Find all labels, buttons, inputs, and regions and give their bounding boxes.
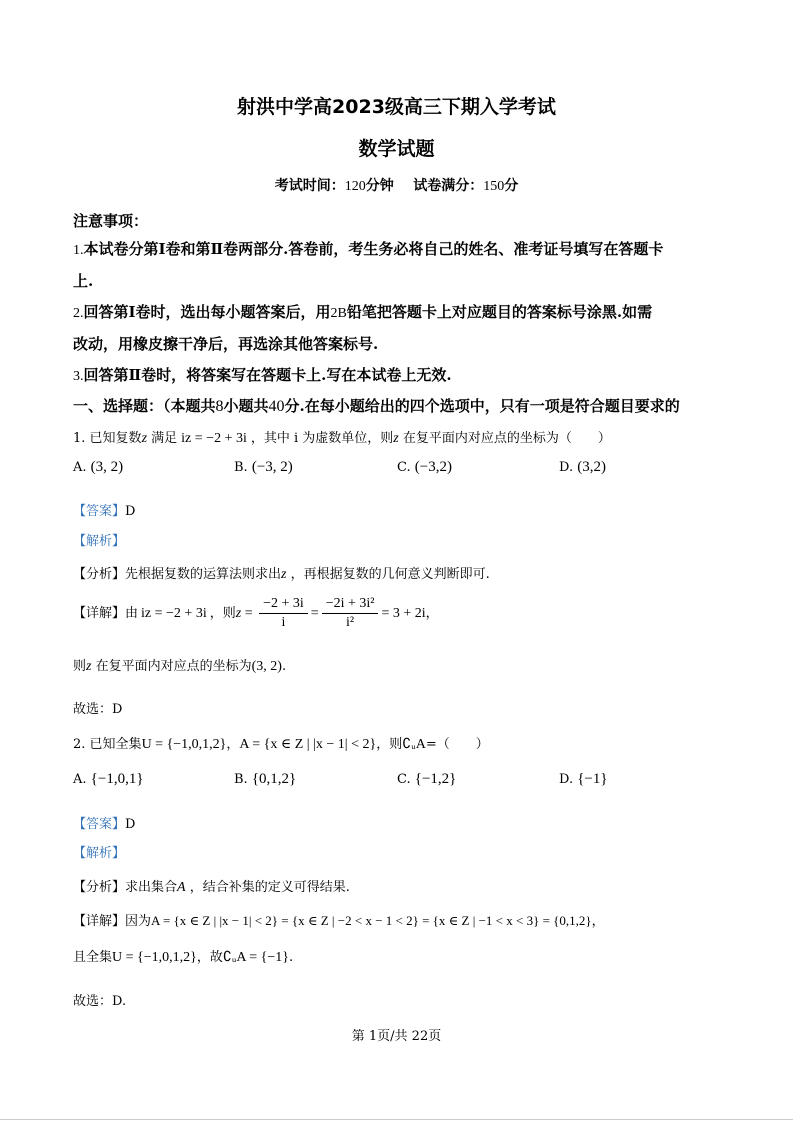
q2-option-c — [397, 771, 456, 788]
question-2-stem — [73, 733, 489, 753]
option-letter: A. — [73, 772, 87, 787]
q1-detail-b: ，则 — [209, 606, 236, 621]
q2-choose: 故选：D. — [73, 994, 127, 1009]
section-heading-c: 分.在每小题给出的四个选项中，只有一项是符合题目要求的 — [284, 397, 680, 415]
q2-stem-b: ，则 — [376, 737, 403, 752]
question-1-stem — [73, 427, 611, 447]
q1-detail: 【详解】由 iz = −2 + 3i ，则z = $\frac{-2 + 3i}{i}$ = $\frac{\text{−2i + 3i²}}{\text{i²}}$ = 3 + 2i， — [73, 596, 439, 630]
var-z: z — [141, 431, 148, 446]
option-letter: A. — [73, 460, 87, 475]
note-1-number: 1. — [73, 243, 84, 258]
q2-detail-line2 — [73, 946, 293, 966]
fraction-denominator: i — [281, 615, 286, 630]
note-2-text-b: 铅笔把答题卡上对应题目的答案标号涂黑.如需 — [346, 303, 653, 321]
time-value: 120 — [344, 179, 366, 194]
section-heading-a: 一、选择题：（本题共 — [73, 397, 216, 415]
section-heading — [73, 395, 725, 416]
q2-detail-end: ， — [591, 914, 605, 929]
page-divider — [0, 1119, 793, 1120]
q1-option-b — [234, 459, 293, 476]
fenxi-tag: 【分析】 — [73, 880, 126, 895]
q1-conclusion-a: 则 — [73, 659, 87, 674]
q1-fraction-1 — [259, 596, 308, 631]
note-1-text: 本试卷分第Ⅰ卷和第Ⅱ卷两部分.答卷前，考生务必将自己的姓名、准考证号填写在答题卡 — [83, 240, 664, 258]
q2-fenxi — [73, 876, 350, 896]
option-value: (−3,2) — [414, 459, 452, 475]
fraction-denominator: i² — [346, 615, 355, 630]
exam-info — [0, 175, 793, 195]
q2-line2-result: ∁ᵤA = {−1} — [222, 950, 289, 965]
var-z: z — [393, 431, 399, 446]
option-value: (3,2) — [577, 459, 606, 475]
note-2-continued: 改动，用橡皮擦干净后，再选涂其他答案标号. — [73, 335, 379, 353]
q1-conclusion-b: 在复平面内对应点的坐标为 — [95, 659, 252, 674]
fenxi-tag: 【分析】 — [73, 567, 126, 582]
q1-stem-b: 满足 — [151, 431, 178, 446]
option-letter: B. — [234, 460, 248, 475]
option-value: {0,1,2} — [251, 771, 297, 787]
fraction-numerator: −2i + 3i² — [322, 596, 379, 614]
q1-analysis-tag: 【解析】 — [73, 534, 126, 549]
page-subtitle: 数学试题 — [358, 138, 435, 160]
q1-fenxi — [73, 563, 490, 583]
q2-answer — [73, 813, 135, 832]
var-a: A — [177, 880, 186, 895]
q1-detail-a: 由 — [125, 606, 139, 621]
q1-stem-a: 已知复数 — [89, 431, 142, 446]
pencil-type: 2B — [330, 306, 347, 321]
q2-complement: ∁ᵤA — [402, 737, 426, 752]
q2-set-a: A = {x ∈ Z | |x − 1| < 2} — [239, 737, 377, 752]
var-z: z — [235, 606, 242, 621]
time-unit: 分钟 — [365, 178, 394, 194]
note-3-text: 回答第Ⅱ卷时，将答案写在答题卡上.写在本试卷上无效. — [83, 366, 452, 384]
q1-detail-equation: iz = −2 + 3i — [141, 606, 207, 621]
option-letter: C. — [397, 460, 411, 475]
page-number: 第 1页/共 22页 — [351, 1029, 442, 1044]
question-2-number: 2. — [73, 737, 86, 752]
option-letter: D. — [559, 772, 574, 787]
q2-option-d — [559, 771, 608, 788]
q2-fenxi-a: 求出集合 — [125, 880, 178, 895]
q2-stem-c: =（ ） — [425, 737, 489, 752]
notes-heading: 注意事项： — [73, 212, 149, 230]
note-1 — [73, 238, 663, 259]
question-1-number: 1. — [73, 431, 86, 446]
score-value: 150 — [483, 179, 505, 194]
answer-tag: 【答案】 — [73, 817, 126, 832]
q2-option-a — [73, 771, 144, 788]
q2-option-b — [234, 771, 296, 788]
q1-stem-c: ，其中 i 为虚数单位，则 — [250, 431, 394, 446]
q1-fenxi-a: 先根据复数的运算法则求出 — [125, 567, 282, 582]
option-letter: D. — [559, 460, 574, 475]
answer-value: D — [125, 504, 136, 519]
q2-analysis-tag: 【解析】 — [73, 846, 126, 861]
time-label: 考试时间： — [274, 178, 345, 194]
var-z: z — [281, 567, 287, 582]
q2-line2-end: . — [288, 950, 294, 965]
option-value: (−3, 2) — [251, 459, 293, 475]
q1-equation: iz = −2 + 3i — [181, 431, 247, 446]
note-3-number: 3. — [73, 369, 84, 384]
q1-option-c — [397, 459, 452, 476]
q1-detail-end: ， — [425, 606, 439, 621]
q2-detail-equation: A = {x ∈ Z | |x − 1| < 2} = {x ∈ Z | −2 < x − 1 < 2} = {x ∈ Z | −1 < x < 3} = {0,1,2} — [151, 913, 592, 928]
option-letter: B. — [234, 772, 248, 787]
q1-option-a — [73, 459, 123, 476]
score-unit: 分 — [504, 178, 519, 194]
q2-sep: ， — [226, 737, 240, 752]
note-2-text-a: 回答第Ⅰ卷时，选出每小题答案后，用 — [83, 303, 331, 321]
section-heading-b: 小题共 — [223, 397, 269, 415]
question-count: 8 — [215, 398, 224, 415]
answer-tag: 【答案】 — [73, 504, 126, 519]
score-label: 试卷满分： — [413, 178, 484, 194]
q2-fenxi-b: ，结合补集的定义可得结果. — [189, 880, 350, 895]
option-letter: C. — [397, 772, 411, 787]
q1-point: (3, 2) — [251, 659, 282, 674]
q2-detail — [73, 910, 653, 929]
q1-answer — [73, 500, 135, 519]
note-1-continued: 上. — [73, 272, 94, 290]
note-2-number: 2. — [73, 306, 84, 321]
q1-result: = 3 + 2i — [381, 606, 426, 621]
note-2 — [73, 301, 652, 322]
option-value: (3, 2) — [90, 459, 124, 475]
q1-fraction-2 — [322, 596, 379, 631]
q2-stem-a: 已知全集 — [89, 737, 142, 752]
option-value: {−1,2} — [414, 771, 457, 787]
q1-choose: 故选：D — [73, 702, 123, 717]
option-value: {−1,0,1} — [90, 771, 144, 787]
q2-universe: U = {−1,0,1,2} — [141, 737, 227, 752]
q2-line2-a: 且全集 — [73, 950, 113, 965]
q1-conclusion-end: . — [281, 659, 287, 674]
q1-conclusion — [73, 655, 286, 675]
q1-option-d — [559, 459, 606, 476]
detail-tag: 【详解】 — [73, 914, 126, 929]
option-value: {−1} — [577, 771, 608, 787]
detail-tag: 【详解】 — [73, 606, 126, 621]
note-3 — [73, 364, 452, 385]
q2-detail-a: 因为 — [125, 914, 152, 929]
answer-value: D — [125, 817, 136, 832]
var-z: z — [86, 659, 92, 674]
fraction-numerator: −2 + 3i — [259, 596, 308, 614]
page-title: 射洪中学高2023级高三下期入学考试 — [237, 96, 556, 118]
q2-line2-b: ，故 — [196, 950, 223, 965]
q1-fenxi-b: ，再根据复数的几何意义判断即可. — [290, 567, 490, 582]
q1-stem-d: 在复平面内对应点的坐标为（ ） — [402, 431, 611, 446]
section-points: 40 — [268, 398, 285, 415]
q2-line2-universe: U = {−1,0,1,2} — [112, 950, 197, 965]
